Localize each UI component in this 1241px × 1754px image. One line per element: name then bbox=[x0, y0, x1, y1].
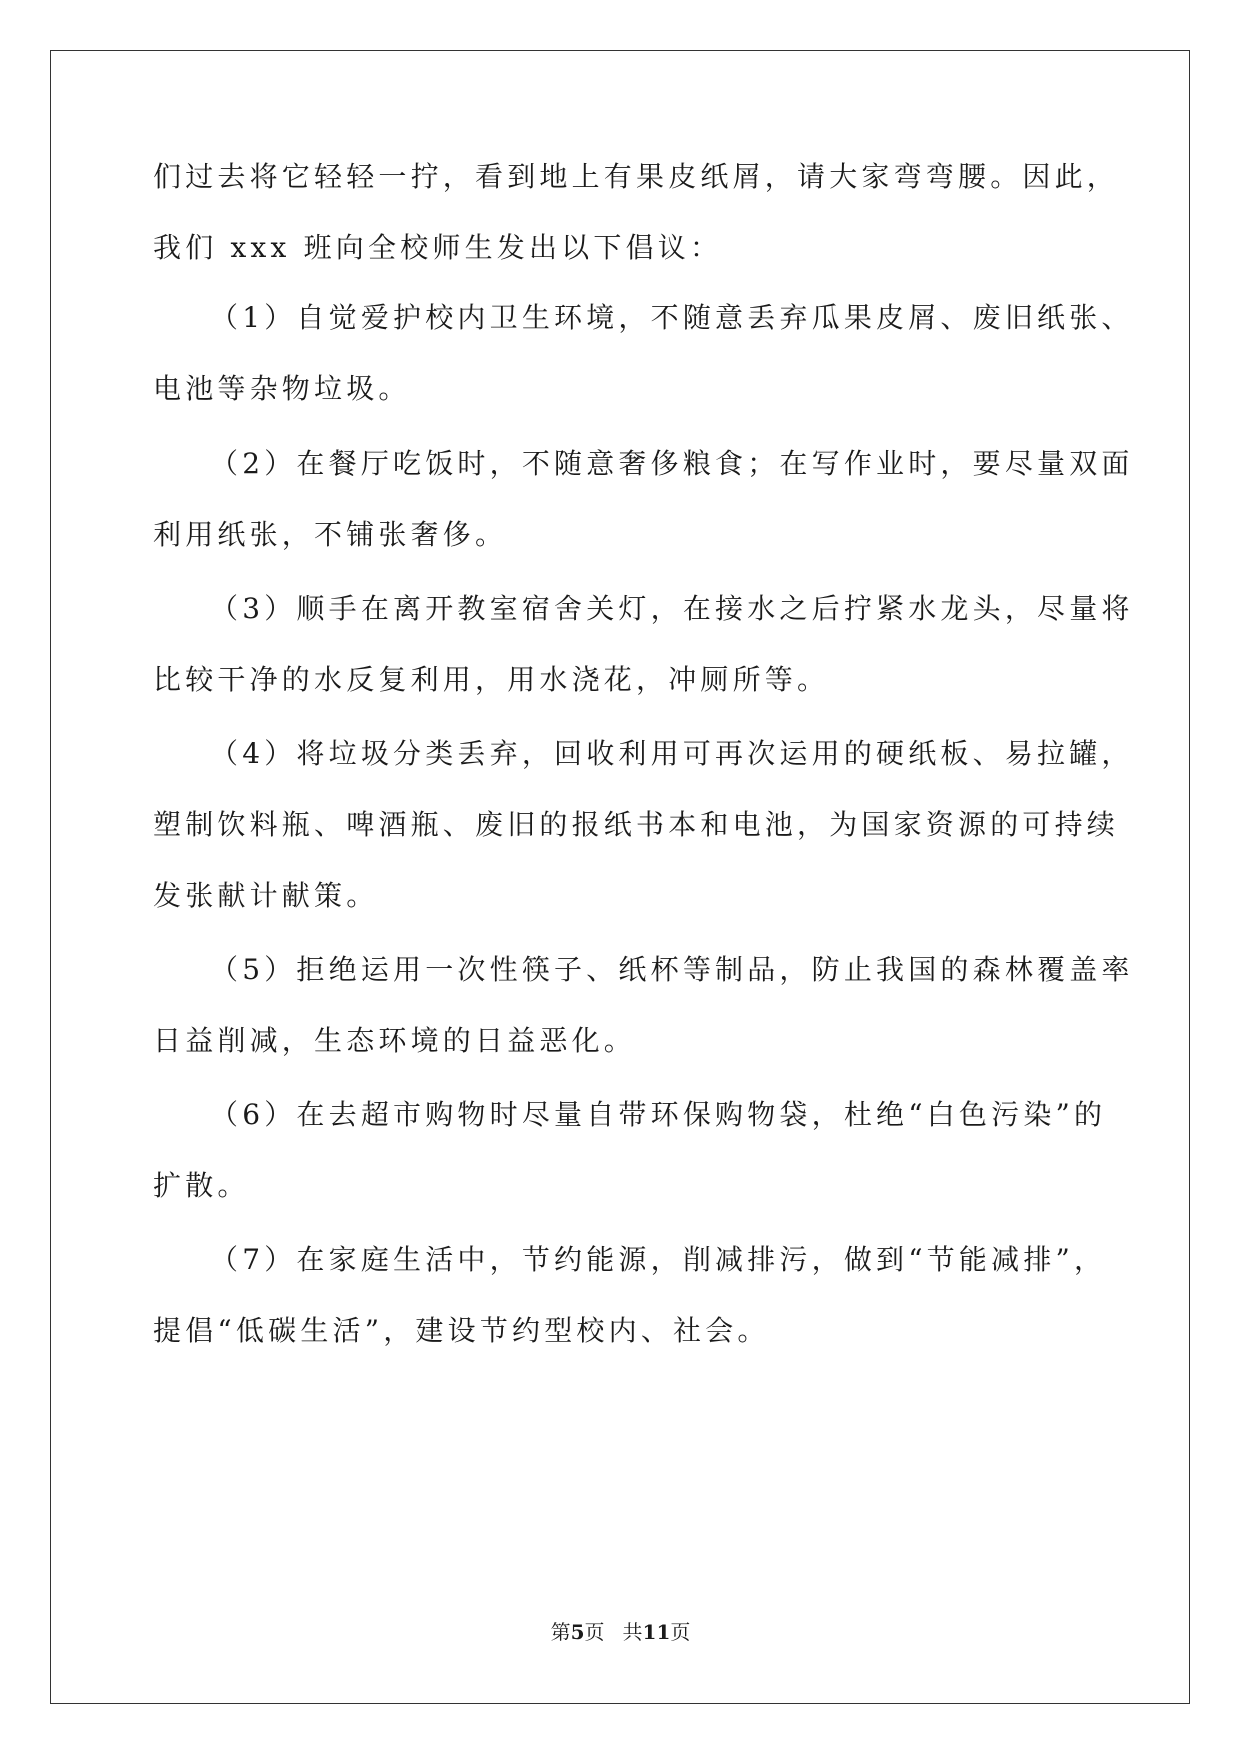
item-4-line-3: 发张献计献策。 bbox=[153, 879, 379, 912]
item-5-line-1: （5）拒绝运用一次性筷子、纸杯等制品，防止我国的森林覆盖率 bbox=[210, 953, 1134, 986]
item-1-line-2: 电池等杂物垃圾。 bbox=[153, 372, 411, 405]
total-suffix: 页 bbox=[670, 1620, 691, 1644]
item-1-line-1: （1）自觉爱护校内卫生环境，不随意丢弃瓜果皮屑、废旧纸张、 bbox=[210, 301, 1134, 334]
total-pages: 11 bbox=[642, 1620, 671, 1644]
item-3-line-1: （3）顺手在离开教室宿舍关灯，在接水之后拧紧水龙头，尽量将 bbox=[210, 592, 1134, 625]
item-3-line-2: 比较干净的水反复利用，用水浇花，冲厕所等。 bbox=[153, 663, 830, 696]
page-footer bbox=[0, 1619, 1241, 1645]
item-2-line-2: 利用纸张，不铺张奢侈。 bbox=[153, 518, 508, 551]
item-2-line-1: （2）在餐厅吃饭时，不随意奢侈粮食；在写作业时，要尽量双面 bbox=[210, 447, 1134, 480]
page-number: 5 bbox=[570, 1620, 585, 1644]
item-5-line-2: 日益削减，生态环境的日益恶化。 bbox=[153, 1024, 637, 1057]
page-prefix: 第 bbox=[550, 1620, 571, 1644]
page-suffix: 页 bbox=[584, 1620, 605, 1644]
total-prefix: 共 bbox=[622, 1620, 643, 1644]
item-7-line-2: 提倡“低碳生活”，建设节约型校内、社会。 bbox=[153, 1314, 770, 1347]
item-4-line-1: （4）将垃圾分类丢弃，回收利用可再次运用的硬纸板、易拉罐， bbox=[210, 737, 1134, 770]
body-line-2: 我们 xxx 班向全校师生发出以下倡议： bbox=[153, 231, 723, 264]
item-4-line-2: 塑制饮料瓶、啤酒瓶、废旧的报纸书本和电池，为国家资源的可持续 bbox=[153, 808, 1120, 841]
item-6-line-2: 扩散。 bbox=[153, 1169, 250, 1202]
item-7-line-1: （7）在家庭生活中，节约能源，削减排污，做到“节能减排”， bbox=[210, 1243, 1107, 1276]
body-line-1: 们过去将它轻轻一拧，看到地上有果皮纸屑，请大家弯弯腰。因此， bbox=[153, 160, 1120, 193]
item-6-line-1: （6）在去超市购物时尽量自带环保购物袋，杜绝“白色污染”的 bbox=[210, 1098, 1107, 1131]
